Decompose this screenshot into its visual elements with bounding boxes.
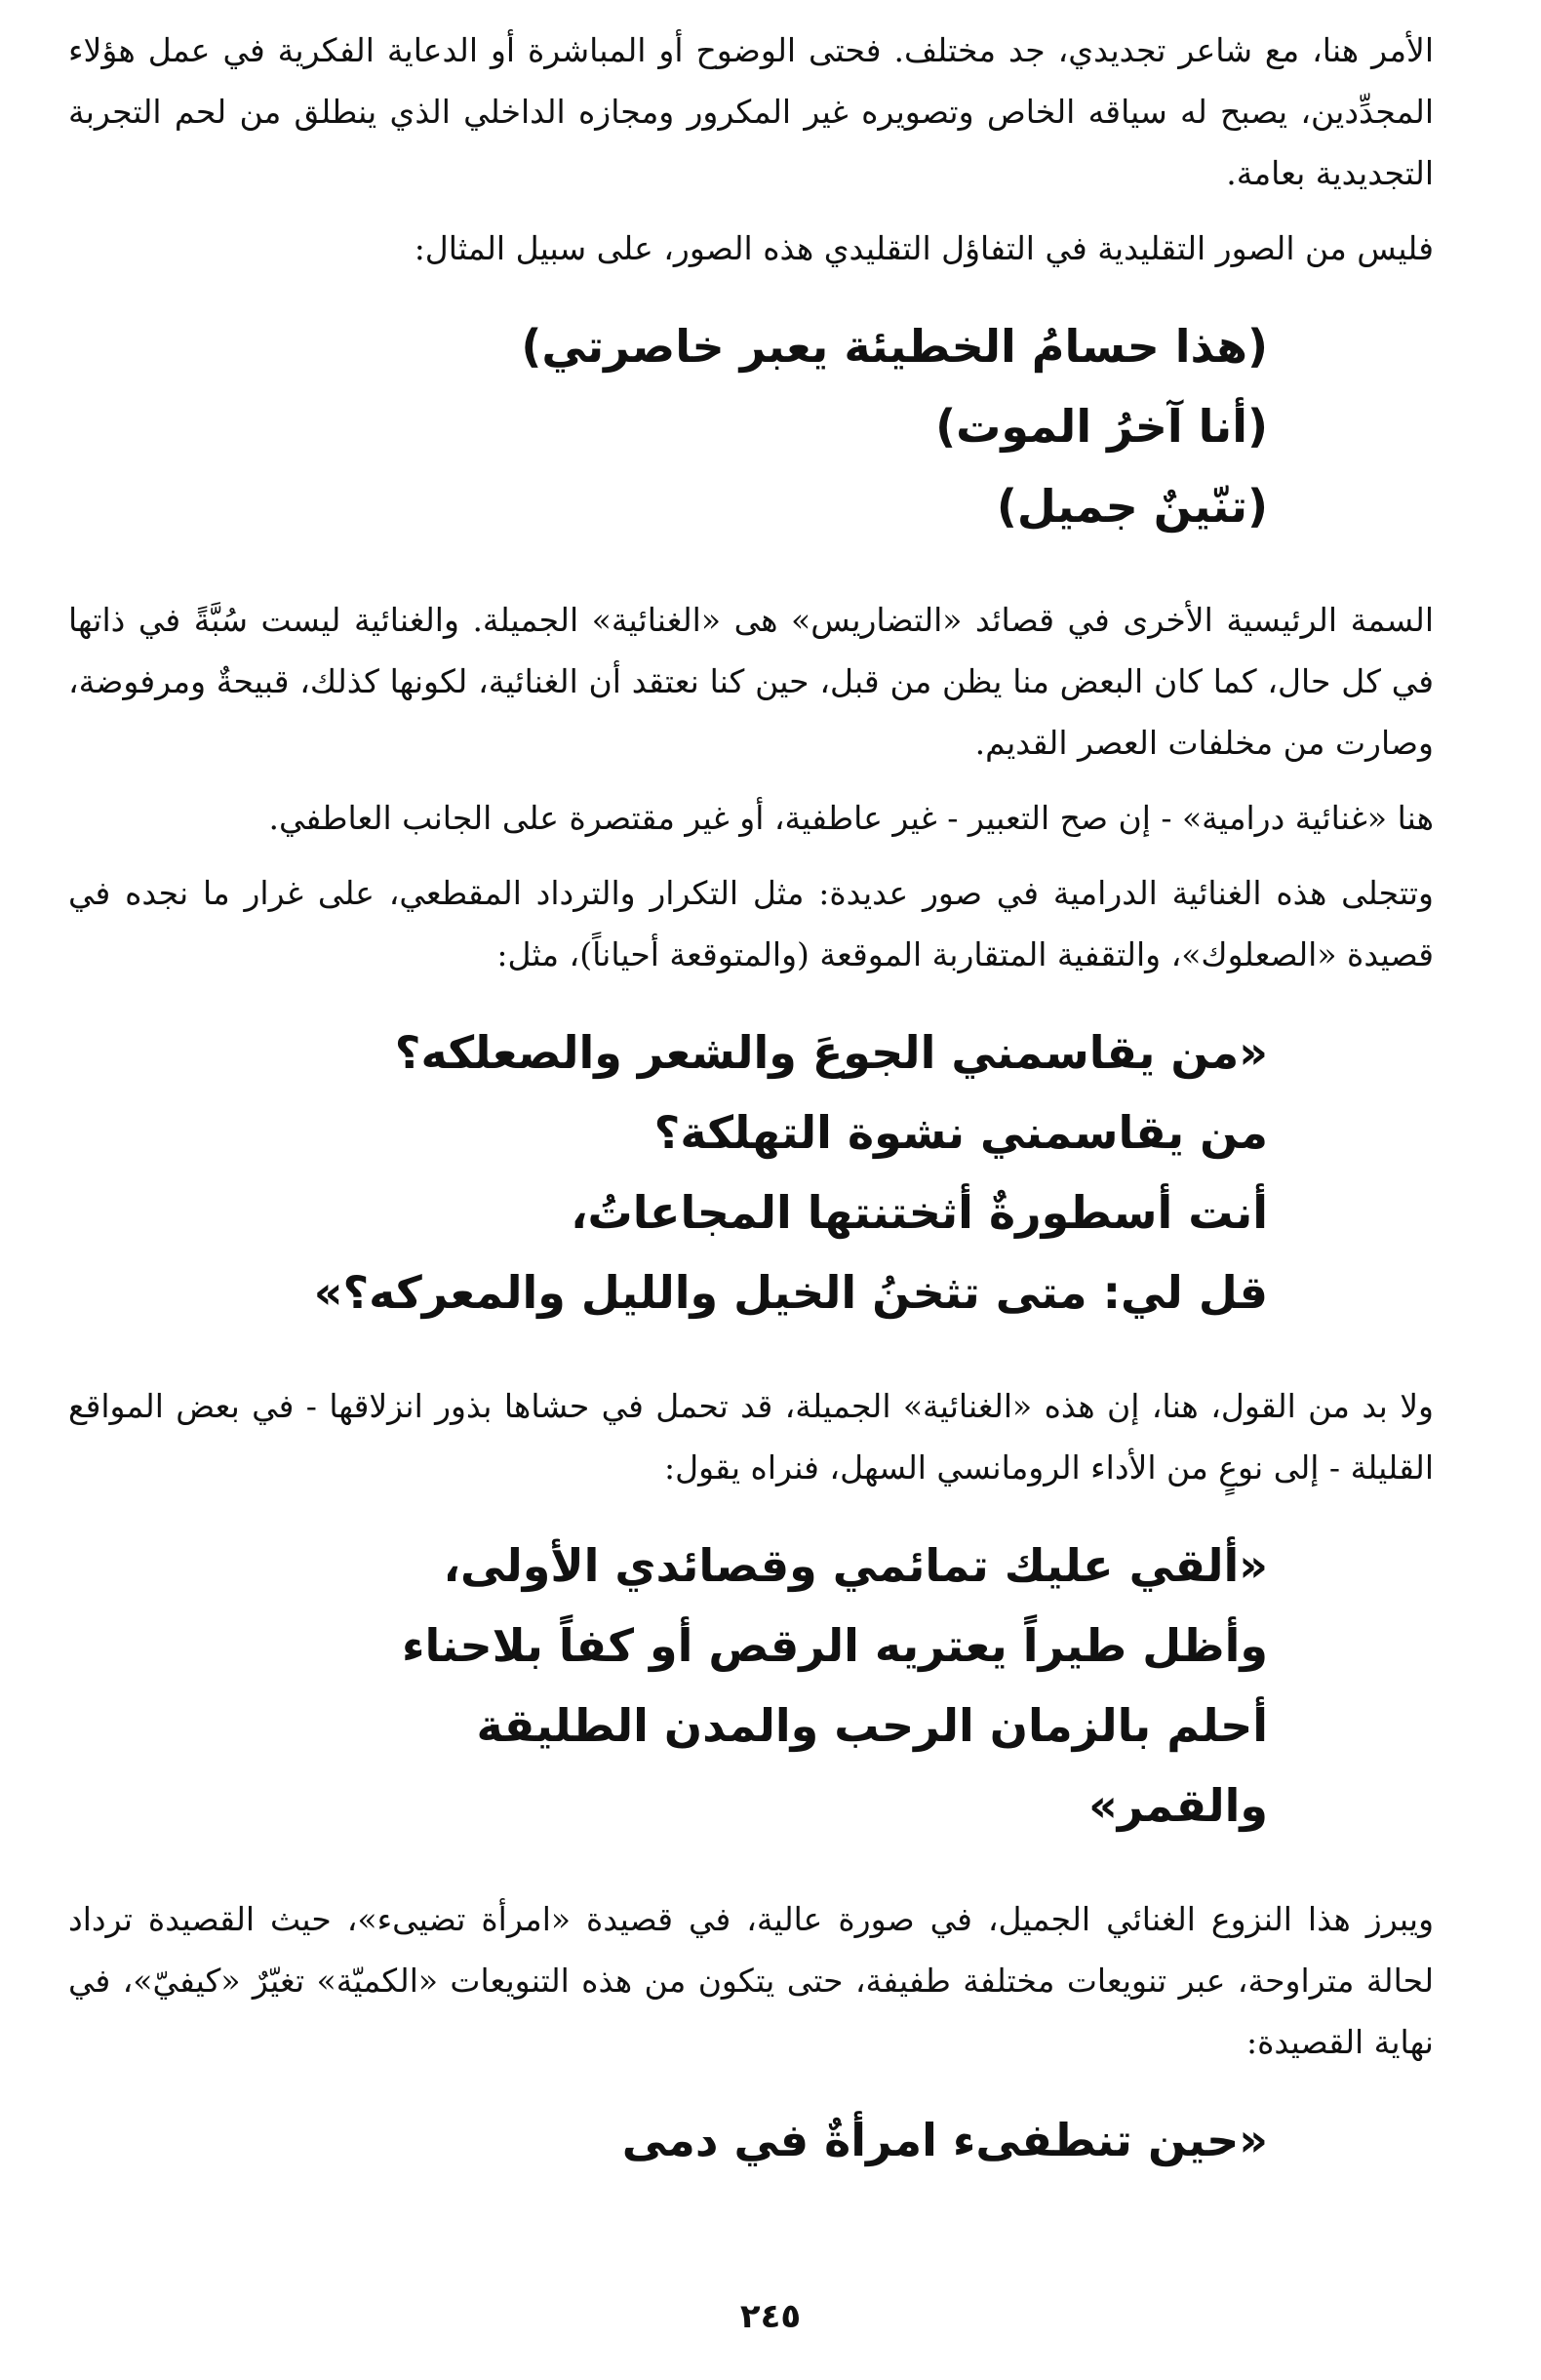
- poem-line: من يقاسمني نشوة التهلكة؟: [653, 1106, 1268, 1159]
- paragraph-dramatic-lyricism: هنا «غنائية درامية» - إن صح التعبير - غير عاطفية، أو غير مقتصرة على الجانب العاطفي.: [268, 799, 1434, 837]
- paragraph-examples-lead: فليس من الصور التقليدية في التفاؤل التقليدي هذه الصور، على سبيل المثال:: [414, 229, 1434, 267]
- poem-line: (هذا حسامُ الخطيئة يعبر خاصرتي): [521, 320, 1268, 373]
- page-number: ٢٤٥: [739, 2297, 802, 2336]
- paragraph-glowing-woman: ويبرز هذا النزوع الغنائي الجميل، في صورة عالية، في قصيدة «امرأة تضيىء»، حيث القصيدة ترداد لحالة متراوحة، عبر تنويعات مختلفة طفيفة، حتى يتكون من هذه التنويعات «الكميّة» تغيّرٌ «كيفيّ»، في نهاية القصيدة:: [68, 1900, 1434, 2061]
- poem-quote-4: [68, 2100, 1434, 2180]
- spacer: [68, 1332, 1434, 1375]
- spacer: [68, 546, 1434, 589]
- poem-line: (أنا آخرُ الموت): [935, 400, 1268, 453]
- spacer: [68, 204, 1434, 218]
- spacer: [68, 985, 1434, 1012]
- poem-line: أنت أسطورةٌ أثختنتها المجاعاتُ،: [571, 1186, 1268, 1239]
- poem-line: وأظل طيراً يعتريه الرقص أو كفاً بلاحناء: [401, 1619, 1268, 1672]
- poem-quote-1: [68, 306, 1434, 546]
- spacer: [68, 1845, 1434, 1888]
- paragraph-lyricism: السمة الرئيسية الأخرى في قصائد «التضاريس» هى «الغنائية» الجميلة. والغنائية ليست سُبَّةً في ذاتها في كل حال، كما كان البعض منا يظن من قبل، حين كنا نعتقد أن الغنائية، لكونها كذلك، قبيحةٌ ومرفوضة، وصارت من مخلفات العصر القديم.: [68, 601, 1434, 762]
- poem-line: «من يقاسمني الجوعَ والشعر والصعلكه؟: [394, 1026, 1268, 1079]
- spacer: [68, 774, 1434, 787]
- poem-line: والقمر»: [1088, 1779, 1268, 1832]
- poem-line: (تنّينٌ جميل): [996, 480, 1268, 533]
- poem-quote-2: [68, 1012, 1434, 1332]
- poem-line: أحلم بالزمان الرحب والمدن الطليقة: [476, 1699, 1268, 1752]
- paragraph-intro: الأمر هنا، مع شاعر تجديدي، جد مختلف. فحتى الوضوح أو المباشرة أو الدعاية الفكرية في عمل هؤلاء المجدِّدين، يصبح له سياقه الخاص وتصويره غير المكرور ومجازه الداخلي الذي ينطلق من لحم التجربة التجديدية بعامة.: [68, 31, 1434, 192]
- book-page: [68, 20, 1434, 2180]
- spacer: [68, 849, 1434, 862]
- spacer: [68, 1498, 1434, 1526]
- spacer: [68, 2073, 1434, 2100]
- poem-quote-3: [68, 1526, 1434, 1845]
- paragraph-repetition: وتتجلى هذه الغنائية الدرامية في صور عديدة: مثل التكرار والترداد المقطعي، على غرار ما نجده في قصيدة «الصعلوك»، والتقفية المتقاربة الموقعة (والمتوقعة أحياناً)، مثل:: [68, 874, 1434, 973]
- poem-line: قل لي: متى تثخنُ الخيل والليل والمعركه؟»: [313, 1266, 1268, 1319]
- spacer: [68, 279, 1434, 306]
- paragraph-romantic-slip: ولا بد من القول، هنا، إن هذه «الغنائية» الجميلة، قد تحمل في حشاها بذور انزلاقها - في بعض المواقع القليلة - إلى نوعٍ من الأداء الرومانسي السهل، فنراه يقول:: [68, 1387, 1434, 1487]
- poem-line: «ألقي عليك تمائمي وقصائدي الأولى،: [443, 1539, 1268, 1592]
- poem-line: «حين تنطفىء امرأةٌ في دمى: [621, 2114, 1268, 2166]
